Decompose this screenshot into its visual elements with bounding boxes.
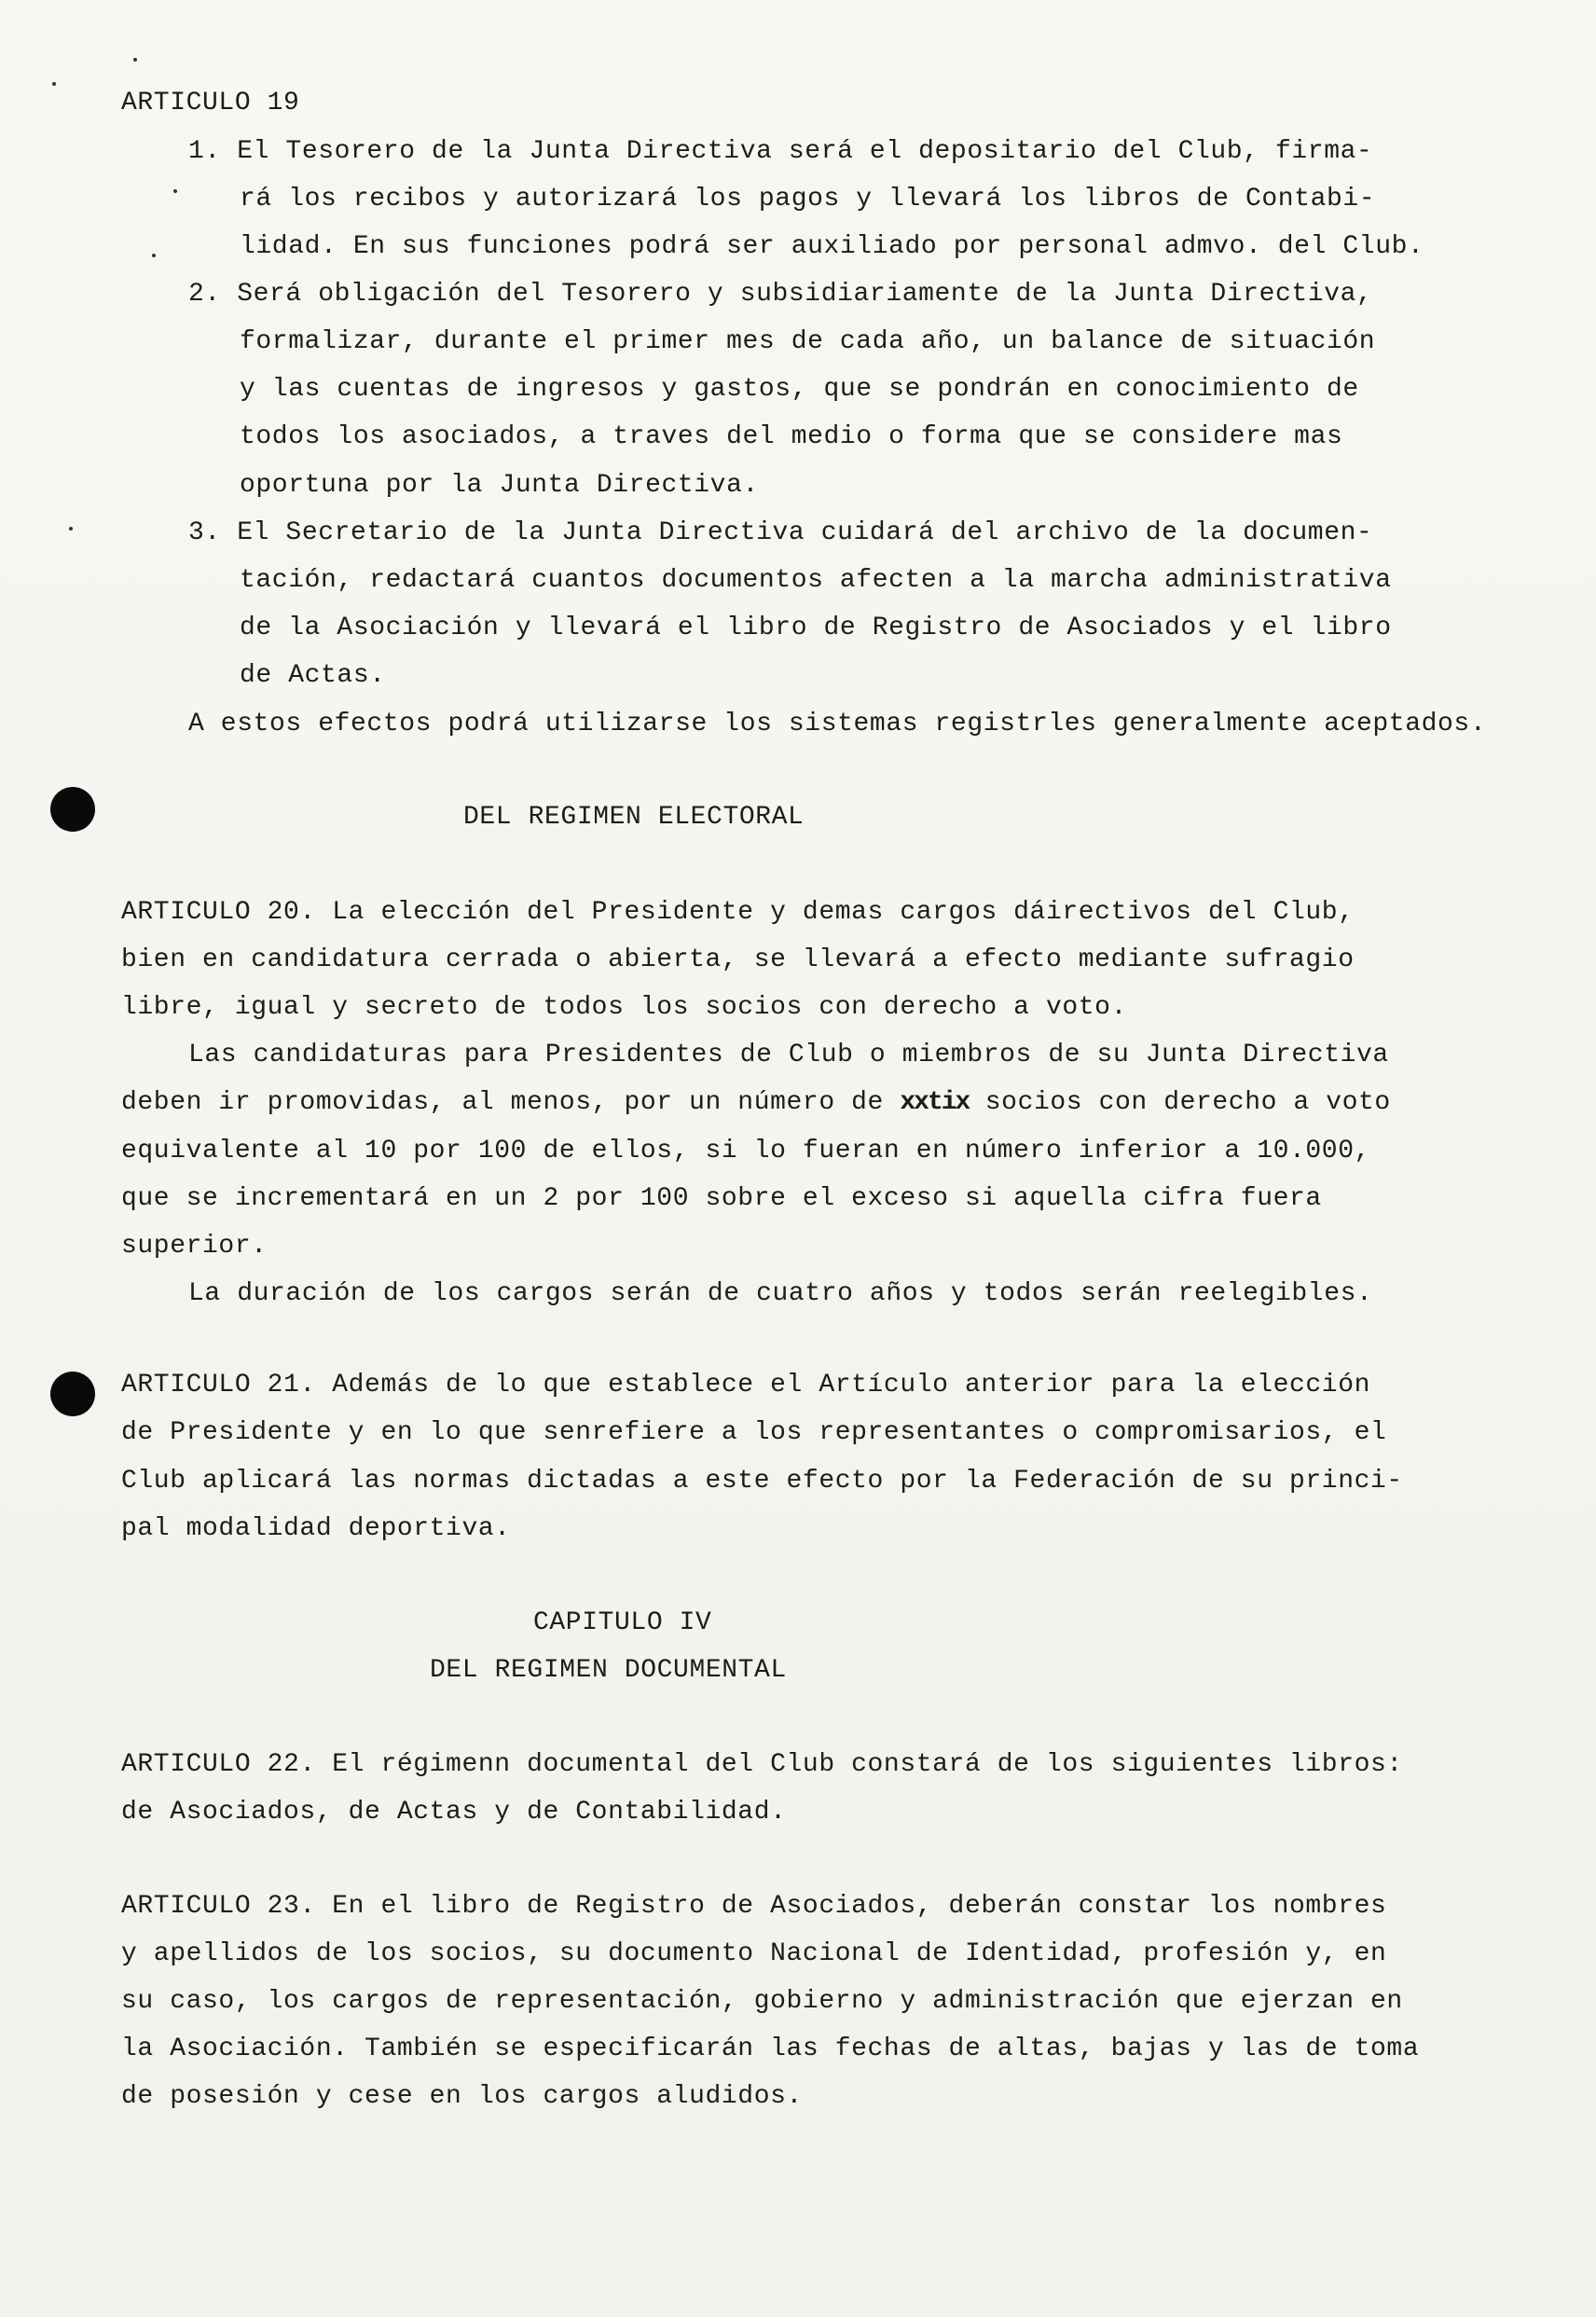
article-20-line: ARTICULO 20. La elección del Presidente y demas cargos dáirectivos del Club,	[121, 898, 1355, 927]
article-19-item-3-line: de la Asociación y llevará el libro de Registro de Asociados y el libro	[240, 614, 1392, 642]
article-21-line: ARTICULO 21. Además de lo que establece el Artículo anterior para la elección	[121, 1371, 1371, 1400]
article-19-item-1-line: rá los recibos y autorizará los pagos y llevará los libros de Contabi-	[240, 185, 1376, 214]
article-19-item-2-line: 2. Será obligación del Tesorero y subsidiariamente de la Junta Directiva,	[188, 280, 1373, 309]
article-19-item-3-line: tación, redactará cuantos documentos afecten a la marcha administrativa	[240, 566, 1392, 595]
article-23-line: ARTICULO 23. En el libro de Registro de Asociados, deberán constar los nombres	[121, 1892, 1387, 1921]
article-23-line: la Asociación. También se especificarán las fechas de altas, bajas y las de toma	[121, 2034, 1420, 2063]
article-21-line: pal modalidad deportiva.	[121, 1514, 511, 1543]
article-19-heading: ARTICULO 19	[121, 89, 300, 117]
chapter-title: DEL REGIMEN DOCUMENTAL	[430, 1656, 787, 1685]
article-20-line: libre, igual y secreto de todos los socios con derecho a voto.	[121, 993, 1127, 1022]
hole-punch	[50, 1372, 95, 1416]
struck-out-typing: xxtix	[900, 1088, 970, 1117]
article-19-item-2-line: todos los asociados, a traves del medio o forma que se considere mas	[240, 422, 1343, 451]
article-20-text: socios con derecho a voto	[969, 1088, 1391, 1117]
article-20-line: superior.	[121, 1232, 268, 1261]
article-19-item-3-line: 3. El Secretario de la Junta Directiva cuidará del archivo de la documen-	[188, 518, 1373, 547]
paper-speck	[173, 189, 177, 193]
paper-speck	[52, 82, 56, 86]
article-23-line: y apellidos de los socios, su documento Nacional de Identidad, profesión y, en	[121, 1939, 1387, 1968]
article-19-closing: A estos efectos podrá utilizarse los sistemas registrles generalmente aceptados.	[188, 710, 1487, 738]
hole-punch	[50, 787, 95, 832]
article-21-line: de Presidente y en lo que senrefiere a los representantes o compromisarios, el	[121, 1418, 1387, 1447]
article-22-line: ARTICULO 22. El régimenn documental del Club constará de los siguientes libros:	[121, 1750, 1403, 1779]
article-19-item-1-line: lidad. En sus funciones podrá ser auxiliado por personal admvo. del Club.	[240, 232, 1424, 261]
article-23-line: su caso, los cargos de representación, gobierno y administración que ejerzan en	[121, 1987, 1403, 2016]
paper-speck	[69, 527, 73, 531]
article-20-line: que se incrementará en un 2 por 100 sobre el exceso si aquella cifra fuera	[121, 1184, 1322, 1213]
paper-speck	[152, 254, 156, 257]
paper-speck	[133, 58, 137, 62]
section-heading-electoral: DEL REGIMEN ELECTORAL	[463, 803, 805, 832]
article-21-line: Club aplicará las normas dictadas a este efecto por la Federación de su princi-	[121, 1467, 1403, 1496]
article-20-line: La duración de los cargos serán de cuatro años y todos serán reelegibles.	[188, 1279, 1373, 1308]
article-23-line: de posesión y cese en los cargos aludidos.	[121, 2082, 803, 2111]
article-19-item-3-line: de Actas.	[240, 661, 386, 690]
chapter-number: CAPITULO IV	[533, 1608, 712, 1637]
article-20-line: bien en candidatura cerrada o abierta, se llevará a efecto mediante sufragio	[121, 945, 1355, 974]
article-19-item-2-line: formalizar, durante el primer mes de cada año, un balance de situación	[240, 327, 1376, 356]
article-20-line	[121, 1087, 1391, 1119]
article-19-item-2-line: y las cuentas de ingresos y gastos, que se pondrán en conocimiento de	[240, 375, 1359, 404]
article-22-line: de Asociados, de Actas y de Contabilidad.	[121, 1798, 787, 1827]
article-20-line: equivalente al 10 por 100 de ellos, si lo fueran en número inferior a 10.000,	[121, 1137, 1371, 1165]
article-19-item-1-line: 1. El Tesorero de la Junta Directiva será el depositario del Club, firma-	[188, 137, 1373, 166]
article-19-item-2-line: oportuna por la Junta Directiva.	[240, 471, 759, 500]
article-20-line: Las candidaturas para Presidentes de Club o miembros de su Junta Directiva	[188, 1041, 1389, 1069]
article-20-text: deben ir promovidas, al menos, por un número de	[121, 1088, 901, 1117]
